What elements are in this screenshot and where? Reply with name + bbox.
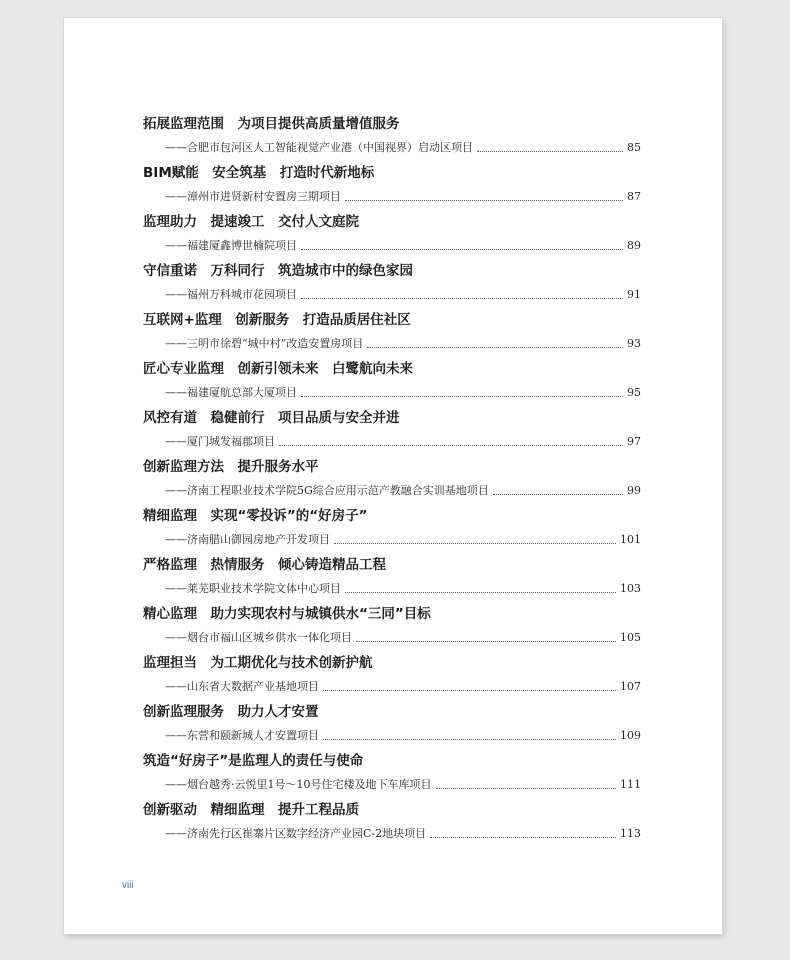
- toc-entry-page: 95: [627, 386, 641, 399]
- dot-leader: [345, 591, 616, 593]
- toc-entry[interactable]: [143, 506, 641, 555]
- toc-entry-page: 91: [627, 288, 641, 301]
- toc-entry-line: [165, 238, 641, 254]
- toc-entry-line: [165, 287, 641, 303]
- toc-entry-line: [165, 777, 641, 793]
- dot-leader: [436, 787, 617, 789]
- dot-leader: [301, 395, 623, 397]
- toc-entry-page: 99: [627, 484, 641, 497]
- toc-entry-line: [165, 679, 641, 695]
- toc-entry-title: 创新驱动 精细监理 提升工程品质: [143, 802, 359, 818]
- toc-entry-subtitle: ——福州万科城市花园项目: [165, 288, 297, 301]
- toc-entry-title: 精心监理 助力实现农村与城镇供水“三同”目标: [143, 606, 431, 622]
- toc-entry-title: 严格监理 热情服务 倾心铸造精品工程: [143, 557, 386, 573]
- toc-entry[interactable]: [143, 800, 641, 849]
- toc-entry-page: 101: [620, 533, 641, 546]
- toc-entry[interactable]: [143, 163, 641, 212]
- toc-entry-title: 创新监理服务 助力人才安置: [143, 704, 319, 720]
- toc-entry-page: 111: [620, 778, 641, 791]
- toc-entry-title: BIM赋能 安全筑基 打造时代新地标: [143, 165, 375, 181]
- toc-entry-title: 精细监理 实现“零投诉”的“好房子”: [143, 508, 368, 524]
- dot-leader: [323, 738, 616, 740]
- dot-leader: [345, 199, 623, 201]
- dot-leader: [493, 493, 623, 495]
- toc-entry-page: 87: [627, 190, 641, 203]
- toc-entry-line: [165, 483, 641, 499]
- toc-entry-subtitle: ——福建厦鑫博世楠院项目: [165, 239, 297, 252]
- toc-entry-line: [165, 728, 641, 744]
- toc-entry-subtitle: ——厦门城发福郡项目: [165, 435, 275, 448]
- toc-entry-line: [165, 630, 641, 646]
- toc-entry-title: 匠心专业监理 创新引领未来 白鹭航向未来: [143, 361, 413, 377]
- toc-entry-title: 筑造“好房子”是监理人的责任与使命: [143, 753, 364, 769]
- toc-entry-line: [165, 532, 641, 548]
- toc-entry[interactable]: [143, 261, 641, 310]
- dot-leader: [323, 689, 616, 691]
- toc-entry-line: [165, 826, 641, 842]
- toc-entry-page: 85: [627, 141, 641, 154]
- toc-entry-page: 105: [620, 631, 641, 644]
- toc-entry-title: 监理助力 提速竣工 交付人文庭院: [143, 214, 359, 230]
- toc-entry-subtitle: ——合肥市包河区人工智能视觉产业港（中国视界）启动区项目: [165, 141, 473, 154]
- toc-entry-title: 监理担当 为工期优化与技术创新护航: [143, 655, 373, 671]
- dot-leader: [334, 542, 616, 544]
- toc-entry-title: 互联网+监理 创新服务 打造品质居住社区: [143, 312, 411, 328]
- toc-entry-line: [165, 189, 641, 205]
- toc-entry-title: 风控有道 稳健前行 项目品质与安全并进: [143, 410, 400, 426]
- toc-entry-subtitle: ——济南先行区崔寨片区数字经济产业园C-2地块项目: [165, 827, 427, 840]
- toc-entry-page: 113: [620, 827, 641, 840]
- toc-entry-page: 103: [620, 582, 641, 595]
- toc-entry-page: 97: [627, 435, 641, 448]
- page-folio: viii: [122, 880, 134, 891]
- toc-entry-subtitle: ——莱芜职业技术学院文体中心项目: [165, 582, 341, 595]
- dot-leader: [367, 346, 623, 348]
- toc-entry[interactable]: [143, 702, 641, 751]
- toc-entry[interactable]: [143, 310, 641, 359]
- toc-entry-subtitle: ——烟台市福山区城乡供水一体化项目: [165, 631, 352, 644]
- toc-entry-page: 107: [620, 680, 641, 693]
- toc-entry-title: 创新监理方法 提升服务水平: [143, 459, 319, 475]
- toc-entry-line: [165, 385, 641, 401]
- toc-entry-page: 89: [627, 239, 641, 252]
- toc-entry[interactable]: [143, 212, 641, 261]
- toc-entry-page: 109: [620, 729, 641, 742]
- toc-entry-line: [165, 434, 641, 450]
- dot-leader: [301, 297, 623, 299]
- toc-entry-subtitle: ——东营和颐新城人才安置项目: [165, 729, 319, 742]
- toc-entry[interactable]: [143, 359, 641, 408]
- toc-entry-subtitle: ——三明市徐碧“城中村”改造安置房项目: [165, 337, 364, 350]
- toc-entry-line: [165, 140, 641, 156]
- toc-entry[interactable]: [143, 604, 641, 653]
- toc-entry[interactable]: [143, 555, 641, 604]
- toc-entry-subtitle: ——济南工程职业技术学院5G综合应用示范产教融合实训基地项目: [165, 484, 489, 497]
- toc-entry[interactable]: [143, 114, 641, 163]
- toc-entry-subtitle: ——山东省大数据产业基地项目: [165, 680, 319, 693]
- toc-entry-title: 守信重诺 万科同行 筑造城市中的绿色家园: [143, 263, 413, 279]
- toc-entry-line: [165, 581, 641, 597]
- table-of-contents: [143, 114, 641, 849]
- toc-entry[interactable]: [143, 751, 641, 800]
- book-page: [64, 18, 722, 934]
- toc-entry-subtitle: ——烟台越秀·云悦里1号～10号住宅楼及地下车库项目: [165, 778, 432, 791]
- toc-entry-line: [165, 336, 641, 352]
- toc-entry-subtitle: ——漳州市进贤新村安置房三期项目: [165, 190, 341, 203]
- toc-entry[interactable]: [143, 457, 641, 506]
- toc-entry-page: 93: [627, 337, 641, 350]
- toc-entry[interactable]: [143, 653, 641, 702]
- toc-entry[interactable]: [143, 408, 641, 457]
- toc-entry-subtitle: ——福建厦航总部大厦项目: [165, 386, 297, 399]
- dot-leader: [430, 836, 616, 838]
- toc-entry-title: 拓展监理范围 为项目提供高质量增值服务: [143, 116, 400, 132]
- dot-leader: [356, 640, 616, 642]
- dot-leader: [477, 150, 623, 152]
- dot-leader: [301, 248, 623, 250]
- dot-leader: [279, 444, 623, 446]
- toc-entry-subtitle: ——济南腊山御园房地产开发项目: [165, 533, 330, 546]
